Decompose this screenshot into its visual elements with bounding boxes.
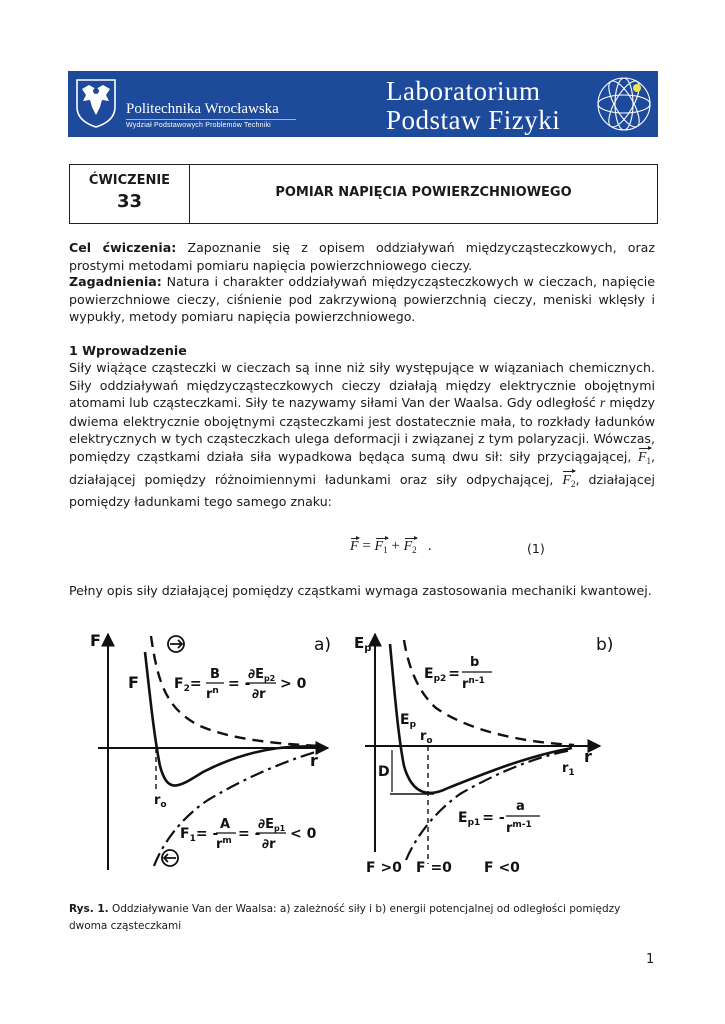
intro-text-a: Siły wiążące cząsteczki w cieczach są inne niż siły występujące w wiązaniach chemicznych. Siły oddziaływań międzycząsteczkowych cieczy działają między elektrycznie obojętnymi atomami lub cząsteczkami. Siły te nazywamy siłami Van der Waalsa. Gdy odległość xyxy=(69,360,655,411)
equation-1 xyxy=(350,538,432,555)
goal-text: Zapoznanie się z opisem oddziaływań międzycząsteczkowych, oraz prostymi metodami pomiaru napięcia powierzchniowego cieczy. xyxy=(69,240,655,273)
b-axis-y-label: $E_p$ xyxy=(354,634,372,654)
symbol-r: r xyxy=(599,396,606,412)
lab-logo-icon xyxy=(593,74,655,134)
a-F1-cmp: < 0 xyxy=(290,826,317,842)
b-axis-x-label: r xyxy=(584,747,592,766)
symbol-F1: $F_1$ xyxy=(638,449,651,471)
header-banner xyxy=(68,71,658,137)
a-r0-label: $r_o$ xyxy=(154,793,167,810)
panel-a-label: a) xyxy=(314,635,332,655)
panel-b-label: b) xyxy=(596,635,614,655)
b-region-F-zero: F =0 xyxy=(416,860,452,876)
intro-text-d: , działającej pomiędzy ładunkami tego samego znaku: xyxy=(69,471,655,510)
department-name: Wydział Podstawowych Problemów Techniki xyxy=(126,122,271,129)
goal-label: Cel ćwiczenia: xyxy=(69,240,177,255)
exercise-title-box xyxy=(69,164,658,224)
b-Ep1-numerator: a xyxy=(516,799,525,814)
exercise-title: POMIAR NAPIĘCIA POWIERZCHNIOWEGO xyxy=(275,185,572,200)
a-F1-denominator: $r^m$ xyxy=(216,836,232,852)
b-D-label: D xyxy=(378,764,390,780)
symbol-F2: $F_2$ xyxy=(562,472,575,494)
b-Ep2-label: $E_{p2}$ = xyxy=(424,666,461,684)
a-curve-F-label: F xyxy=(128,673,139,692)
figure-van-der-waals xyxy=(88,626,614,876)
goal-paragraph xyxy=(69,239,655,274)
eq-equals: = xyxy=(362,538,371,554)
a-F1-numerator: A xyxy=(220,817,231,832)
intro-paragraph xyxy=(69,359,655,511)
a-F2-label: $F_2=$ xyxy=(174,676,202,694)
topics-label: Zagadnienia: xyxy=(69,274,162,289)
a-F1-label: $F_1=$ - xyxy=(180,826,219,844)
figure-caption xyxy=(69,901,655,935)
equation-number: (1) xyxy=(527,541,545,556)
eagle-crest-icon xyxy=(74,77,118,129)
a-F1-dr: ∂r xyxy=(262,837,276,852)
a-F2-cmp: > 0 xyxy=(280,676,307,692)
a-F2-eq2: = - xyxy=(228,676,251,692)
a-F2-dE: $\partial E_{p2}$ xyxy=(248,667,276,683)
header-rule xyxy=(126,119,296,120)
lab-title-line2: Podstaw Fizyki xyxy=(386,105,561,135)
section-heading: 1 Wprowadzenie xyxy=(69,343,187,358)
a-F2-denominator: $r^n$ xyxy=(206,686,219,702)
a-axis-x-label: r xyxy=(310,751,318,770)
a-F1-eq2: = - xyxy=(238,826,261,842)
b-region-F-negative: F <0 xyxy=(484,860,520,876)
eq-plus: + xyxy=(391,538,400,554)
b-Ep1-denominator: $r^{m-1}$ xyxy=(506,820,532,836)
b-Ep2-denominator: $r^{n-1}$ xyxy=(462,676,485,692)
a-F1-dE: $\partial E_{p1}$ xyxy=(258,817,286,833)
eq-F2: $F_2$ xyxy=(403,539,417,555)
b-Ep2-numerator: b xyxy=(470,655,480,670)
lab-title-line1: Laboratorium xyxy=(386,76,541,106)
panel-a xyxy=(90,631,331,870)
eq-F1: $F_1$ xyxy=(374,539,388,555)
b-Ep1-label: $E_{p1}$ = - xyxy=(458,810,505,828)
exercise-label: ĆWICZENIE xyxy=(88,173,171,188)
topics-paragraph xyxy=(69,273,655,326)
caption-text: Oddziaływanie Van der Waalsa: a) zależność siły i b) energii potencjalnej od odległości pomiędzy dwoma cząsteczkami xyxy=(69,902,621,932)
exercise-number: 33 xyxy=(116,191,143,212)
page-number: 1 xyxy=(646,952,655,967)
eq-F: F xyxy=(350,539,359,554)
panel-b xyxy=(354,634,613,876)
intro-text-b: między dwiema elektrycznie obojętnymi cząsteczkami jest dostatecznie mała, to rozkłady ładunków elektrycznych w tych cząsteczkach ulega deformacji i związanej z tym polaryzacji. Wówczas, pomiędzy cząstkami działa siła wypadkowa będąca sumą dwu sił: siły przyciągającej, xyxy=(69,395,656,464)
intro-text-c: , działającej pomiędzy różnoimiennymi ładunkami oraz siły odpychającej, xyxy=(69,448,655,487)
a-F2-numerator: B xyxy=(210,667,220,682)
b-r0-label: $r_o$ xyxy=(420,729,433,746)
a-F2-dr: ∂r xyxy=(252,687,266,702)
b-region-F-positive: F >0 xyxy=(366,860,402,876)
quantum-paragraph: Pełny opis siły działającej pomiędzy cząstkami wymaga zastosowania mechaniki kwantowej. xyxy=(69,583,652,598)
b-Ep-label: $E_p$ xyxy=(400,712,417,730)
topics-text: Natura i charakter oddziaływań międzycząsteczkowych w cieczach, napięcie powierzchniowe cieczy, ciśnienie pod zakrzywioną powierzchnią cieczy, meniski wklęsły i wypukły, metody pomiaru napięcia powierzchniowego. xyxy=(69,274,655,325)
exercise-number-cell xyxy=(70,165,190,223)
university-name: Politechnika Wrocławska xyxy=(126,101,279,117)
eq-period: . xyxy=(420,538,432,554)
a-axis-y-label: F xyxy=(90,631,101,650)
caption-label: Rys. 1. xyxy=(69,902,109,915)
b-r1-label: $r_1$ xyxy=(562,761,575,778)
